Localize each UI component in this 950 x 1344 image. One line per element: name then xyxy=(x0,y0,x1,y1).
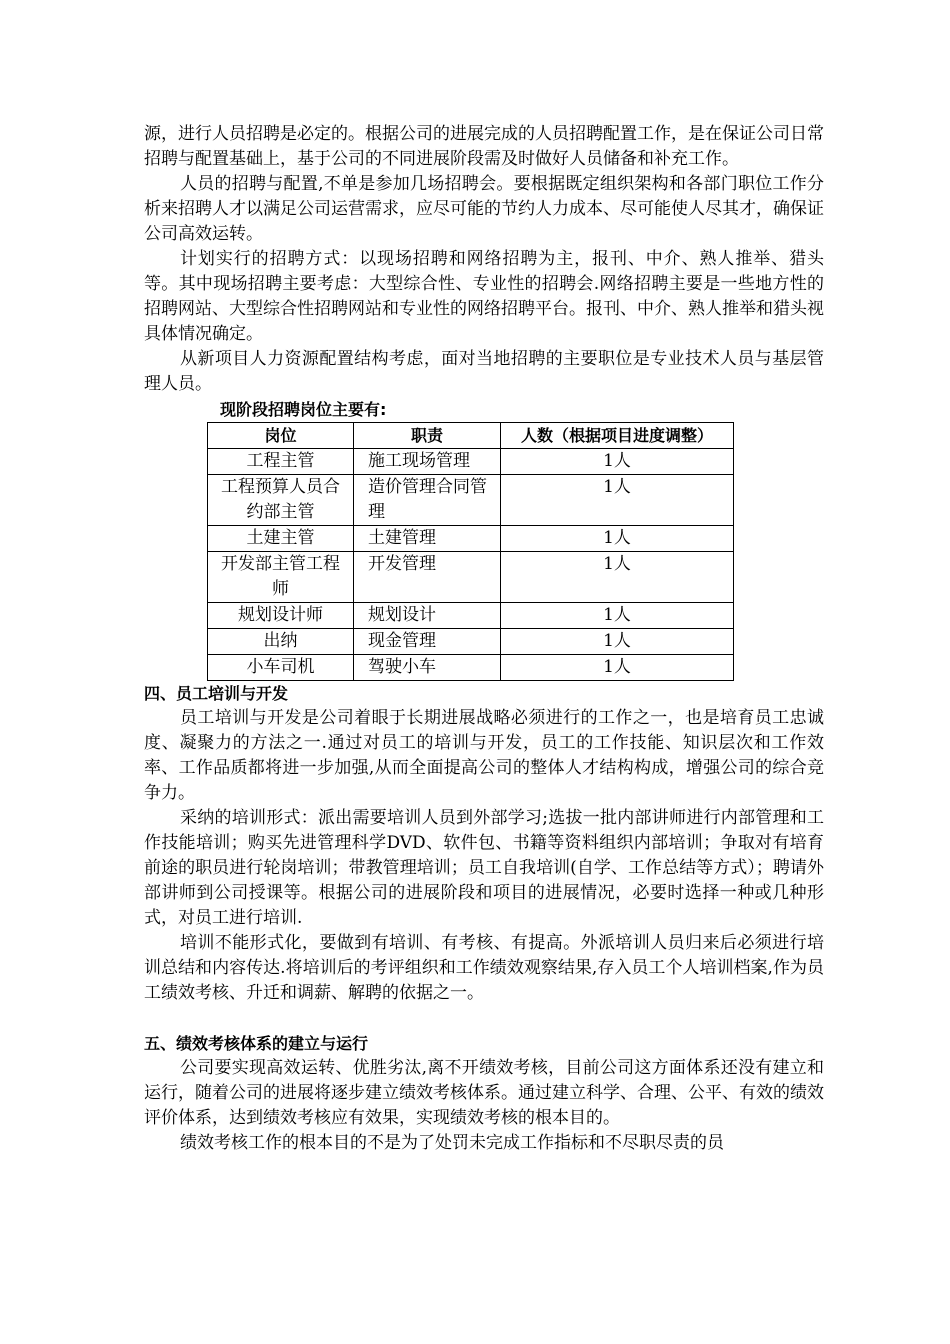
table-row xyxy=(208,449,734,475)
header-count: 人数（根据项目进度调整） xyxy=(501,423,734,449)
cell-post: 土建主管 xyxy=(208,526,354,552)
paragraph: 源，进行人员招聘是必定的。根据公司的进展完成的人员招聘配置工作，是在保证公司日常招聘与配置基础上，基于公司的不同进展阶段需及时做好人员储备和补充工作。 xyxy=(144,124,824,169)
cell-post: 开发部主管工程师 xyxy=(208,552,354,603)
paragraph: 计划实行的招聘方式：以现场招聘和网络招聘为主，报刊、中介、熟人推举、猎头等。其中现场招聘主要考虑：大型综合性、专业性的招聘会.网络招聘主要是一些地方性的招聘网站、大型综合性招聘网站和专业性的网络招聘平台。报刊、中介、熟人推举和猎头视具体情况确定。 xyxy=(144,249,824,344)
header-post: 岗位 xyxy=(208,423,354,449)
paragraph: 员工培训与开发是公司着眼于长期进展战略必须进行的工作之一，也是培育员工忠诚度、凝聚力的方法之一.通过对员工的培训与开发，员工的工作技能、知识层次和工作效率、工作品质都将进一步加强,从而全面提高公司的整体人才结构构成，增强公司的综合竞争力。 xyxy=(144,708,824,803)
table-caption: 现阶段招聘岗位主要有: xyxy=(220,400,387,419)
document-page xyxy=(144,122,824,1156)
paragraph: 从新项目人力资源配置结构考虑，面对当地招聘的主要职位是专业技术人员与基层管理人员。 xyxy=(144,349,824,394)
table-row xyxy=(208,629,734,655)
table-row xyxy=(208,526,734,552)
cell-count: 1人 xyxy=(501,655,734,681)
cell-duty: 造价管理合同管理 xyxy=(354,475,501,526)
cell-count: 1人 xyxy=(501,603,734,629)
cell-count: 1人 xyxy=(501,449,734,475)
cell-post: 工程主管 xyxy=(208,449,354,475)
table-row xyxy=(208,603,734,629)
cell-post: 出纳 xyxy=(208,629,354,655)
cell-duty: 规划设计 xyxy=(354,603,501,629)
paragraph: 培训不能形式化，要做到有培训、有考核、有提高。外派培训人员归来后必须进行培训总结和内容传达.将培训后的考评组织和工作绩效观察结果,存入员工个人培训档案,作为员工绩效考核、升迁和调薪、解聘的依据之一。 xyxy=(144,933,824,1003)
cell-post: 工程预算人员合约部主管 xyxy=(208,475,354,526)
recruitment-table xyxy=(207,422,734,681)
cell-post: 小车司机 xyxy=(208,655,354,681)
section-heading: 四、员工培训与开发 xyxy=(144,684,289,703)
section-heading: 五、绩效考核体系的建立与运行 xyxy=(144,1034,369,1053)
header-duty: 职责 xyxy=(354,423,501,449)
cell-count: 1人 xyxy=(501,526,734,552)
cell-post: 规划设计师 xyxy=(208,603,354,629)
cell-count: 1人 xyxy=(501,552,734,603)
table-row xyxy=(208,655,734,681)
table-row xyxy=(208,552,734,603)
cell-count: 1人 xyxy=(501,475,734,526)
cell-duty: 施工现场管理 xyxy=(354,449,501,475)
cell-duty: 土建管理 xyxy=(354,526,501,552)
table-row xyxy=(208,475,734,526)
table-header-row xyxy=(208,423,734,449)
paragraph: 绩效考核工作的根本目的不是为了处罚未完成工作指标和不尽职尽责的员 xyxy=(180,1133,724,1153)
paragraph: 人员的招聘与配置,不单是参加几场招聘会。要根据既定组织架构和各部门职位工作分析来招聘人才以满足公司运营需求，应尽可能的节约人力成本、尽可能使人尽其才，确保证公司高效运转。 xyxy=(144,174,824,244)
cell-duty: 现金管理 xyxy=(354,629,501,655)
paragraph: 采纳的培训形式：派出需要培训人员到外部学习;选拔一批内部讲师进行内部管理和工作技能培训；购买先进管理科学DVD、软件包、书籍等资料组织内部培训；争取对有培育前途的职员进行轮岗培训；带教管理培训；员工自我培训(自学、工作总结等方式）；聘请外部讲师到公司授课等。根据公司的进展阶段和项目的进展情况，必要时选择一种或几种形式，对员工进行培训. xyxy=(144,808,824,928)
cell-duty: 开发管理 xyxy=(354,552,501,603)
cell-duty: 驾驶小车 xyxy=(354,655,501,681)
paragraph: 公司要实现高效运转、优胜劣汰,离不开绩效考核，目前公司这方面体系还没有建立和运行，随着公司的进展将逐步建立绩效考核体系。通过建立科学、合理、公平、有效的绩效评价体系，达到绩效考核应有效果，实现绩效考核的根本目的。 xyxy=(144,1058,824,1128)
cell-count: 1人 xyxy=(501,629,734,655)
